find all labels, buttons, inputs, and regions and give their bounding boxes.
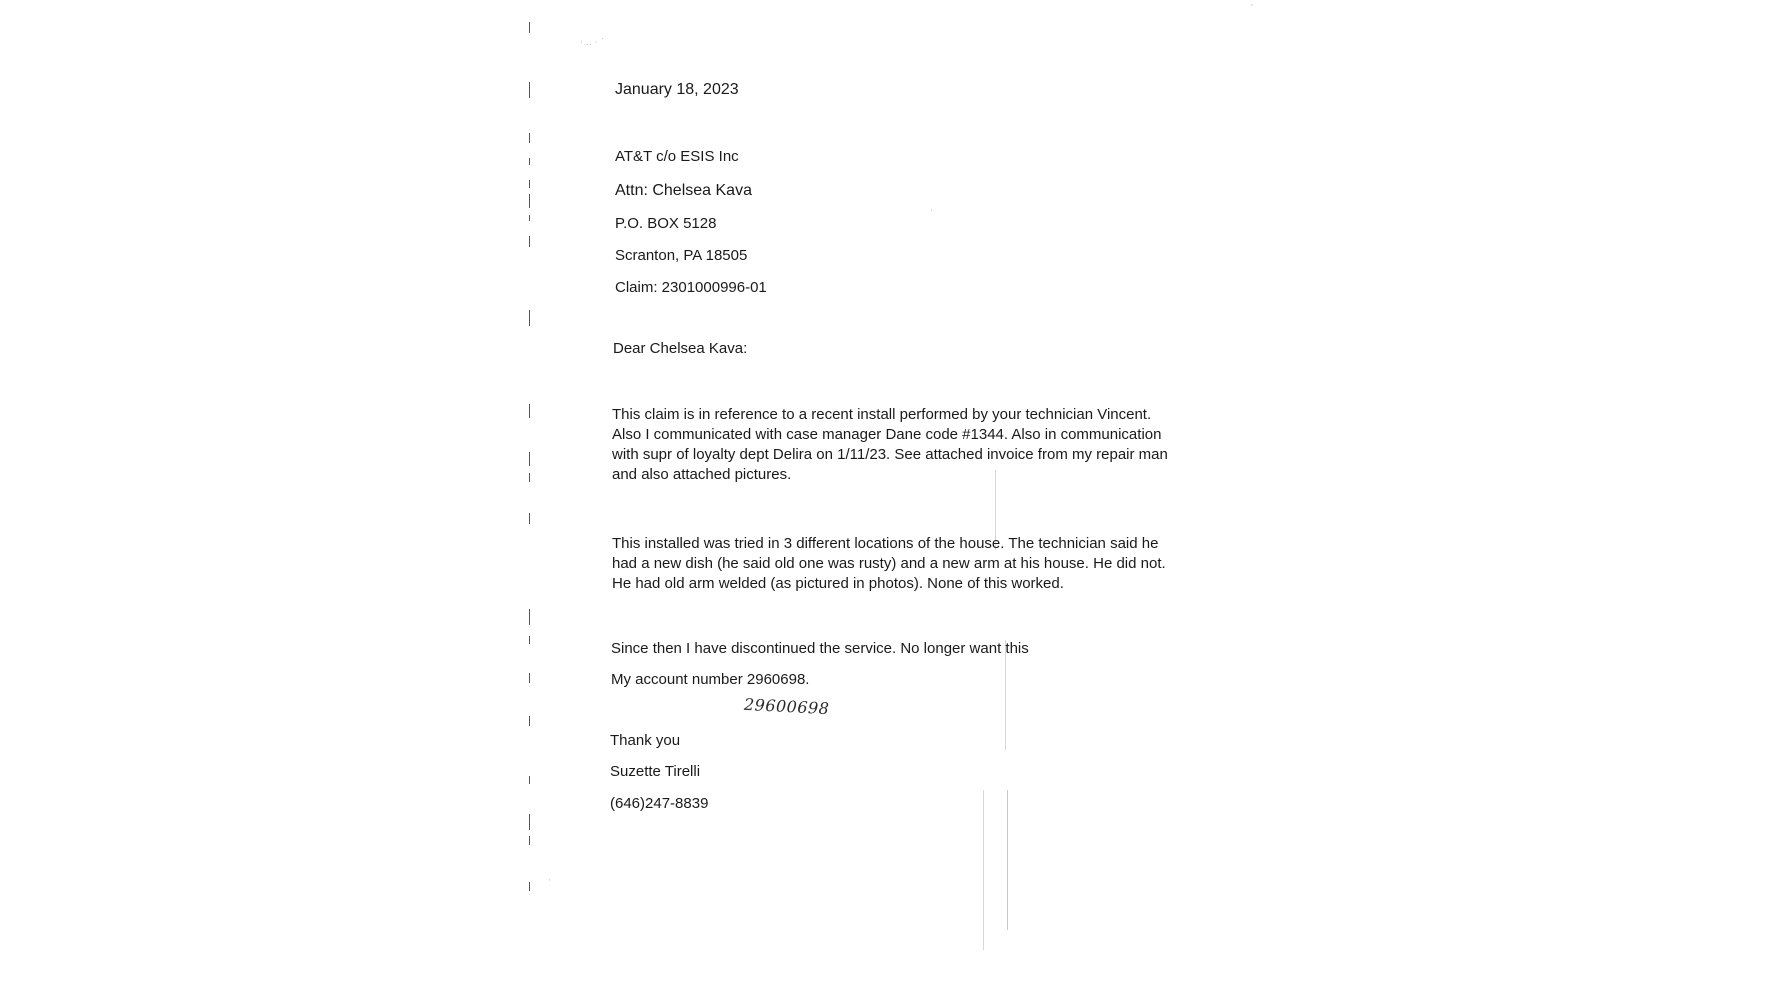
scan-mark bbox=[529, 158, 530, 165]
scan-mark bbox=[529, 22, 530, 33]
body-paragraph-install: This installed was tried in 3 different locations of the house. The technician said he had a new dish (he said old one was rusty) and a new arm at his house. He did not. He had old arm welded (as pictured in photos). None of this worked. bbox=[612, 535, 1166, 592]
scan-mark bbox=[529, 513, 530, 524]
scan-mark bbox=[529, 404, 530, 418]
claim-number: Claim: 2301000996-01 bbox=[615, 279, 767, 296]
scan-mark bbox=[529, 236, 530, 247]
scan-streak bbox=[983, 790, 984, 950]
scan-mark bbox=[529, 473, 530, 482]
scan-speck: · ‥ · ˙ bbox=[580, 38, 605, 48]
recipient-city-state-zip: Scranton, PA 18505 bbox=[615, 247, 748, 264]
account-number: My account number 2960698. bbox=[611, 671, 810, 688]
scan-mark bbox=[529, 882, 530, 891]
scan-mark bbox=[529, 716, 530, 726]
scan-mark bbox=[529, 310, 530, 326]
scan-mark bbox=[529, 180, 530, 188]
scan-mark bbox=[529, 673, 530, 683]
recipient-attention: Attn: Chelsea Kava bbox=[615, 182, 752, 199]
discontinued-statement: Since then I have discontinued the service. No longer want this bbox=[611, 640, 1029, 657]
recipient-po-box: P.O. BOX 5128 bbox=[615, 215, 717, 232]
scan-mark bbox=[529, 194, 530, 208]
scan-mark bbox=[529, 215, 530, 221]
scan-mark bbox=[529, 776, 530, 784]
scan-mark bbox=[529, 814, 530, 830]
recipient-company: AT&T c/o ESIS Inc bbox=[615, 148, 739, 165]
scan-mark bbox=[529, 133, 530, 143]
scan-speck: · bbox=[930, 206, 933, 216]
scan-mark bbox=[529, 452, 530, 466]
handwritten-account-number: 29600698 bbox=[743, 694, 830, 719]
scan-mark bbox=[529, 609, 530, 625]
closing: Thank you bbox=[610, 732, 681, 749]
scan-mark bbox=[529, 82, 530, 98]
signer-phone: (646)247-8839 bbox=[610, 795, 709, 812]
scan-speck: ˎ bbox=[1250, 0, 1255, 7]
scan-streak bbox=[1007, 790, 1008, 930]
salutation: Dear Chelsea Kava: bbox=[613, 340, 748, 357]
scan-mark bbox=[529, 836, 530, 845]
signer-name: Suzette Tirelli bbox=[610, 763, 701, 780]
scan-speck: · bbox=[548, 876, 551, 886]
letter-date: January 18, 2023 bbox=[615, 81, 739, 98]
body-paragraph-claim: This claim is in reference to a recent install performed by your technician Vincent. Also I communicated with case manager Dane code #1344. Also in communication with supr of loyalty dept Delira on 1/11/23. See attached invoice from my repair man and also attached pictures. bbox=[612, 406, 1168, 483]
scan-mark bbox=[529, 636, 530, 644]
